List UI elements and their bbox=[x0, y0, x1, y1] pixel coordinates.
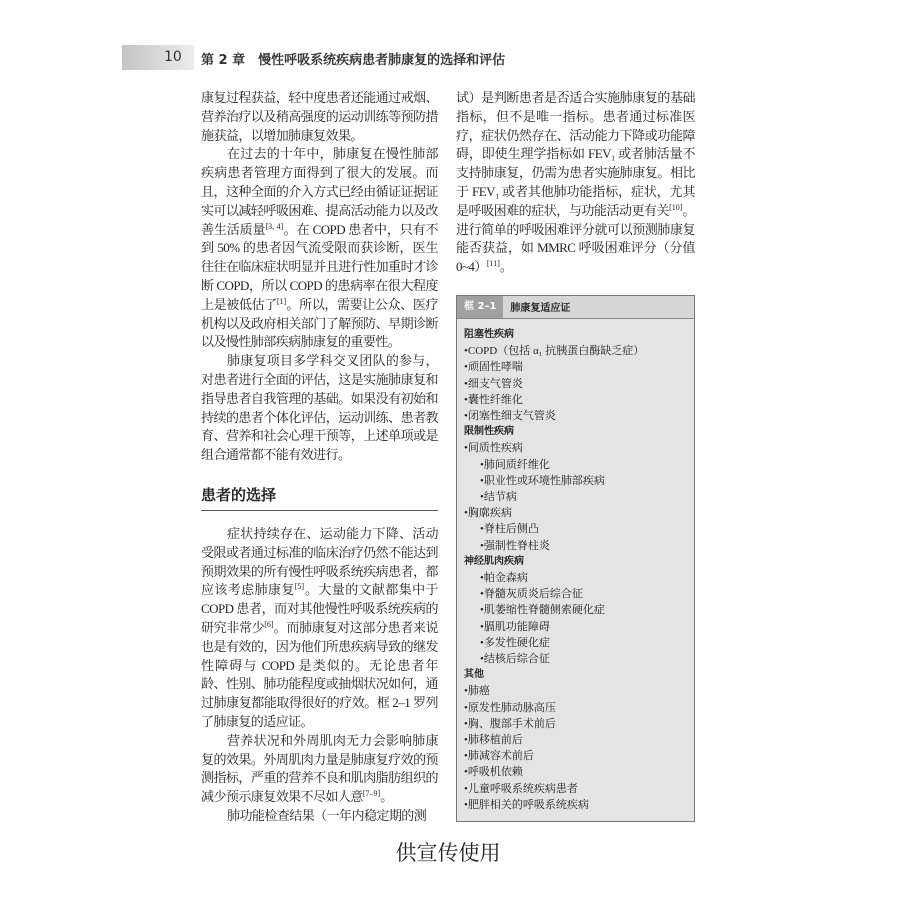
citation: [7–9] bbox=[362, 789, 381, 799]
box-list-item: •呼吸机依赖 bbox=[464, 766, 523, 779]
left-column-bottom bbox=[201, 525, 438, 826]
box-list-item: •膈肌功能障碍 bbox=[480, 620, 550, 633]
right-column bbox=[456, 89, 695, 822]
text-run: 。 bbox=[499, 259, 513, 275]
text-run: 。在 COPD 患者中，只有不到 50% 的患者因气流受限而获诊断，医生往往在临床症状明显并且进行性加重时才诊断 COPD，所以 COPD 的患病率在很大程度上是被低估了 bbox=[201, 221, 438, 312]
section-heading: 患者的选择 bbox=[201, 485, 438, 511]
box-title: 肺康复适应证 bbox=[510, 303, 571, 315]
box-list-item: •胸、腹部手术前后 bbox=[464, 717, 556, 730]
citation: [10] bbox=[669, 202, 683, 212]
box-list-item: •肺移植前后 bbox=[464, 734, 523, 747]
text-run: 。 bbox=[380, 789, 393, 805]
text-run: 肺康复项目多学科交叉团队的参与，对患者进行全面的评估，这是实施肺康复和指导患者自我管理的基础。如果没有初始和持续的患者个体化评估，运动训练、患者教育、营养和社会心理干预等，上述单项或是组合通常都不能有效进行。 bbox=[201, 353, 438, 463]
box-category: 神经肌肉疾病 bbox=[464, 555, 524, 567]
box-list-item: •强制性脊柱炎 bbox=[480, 539, 550, 552]
left-column-top bbox=[201, 89, 438, 465]
box-list-item: •肌萎缩性脊髓侧索硬化症 bbox=[480, 604, 605, 617]
box-list bbox=[457, 319, 694, 813]
text-run: 在过去的十年中，肺康复在慢性肺部疾病患者管理方面得到了很大的发展。而且，这种全面的介入方式已经由循证证据证实可以减轻呼吸困难、提高活动能力以及改善生活质量 bbox=[201, 146, 438, 237]
text-run: 营养状况和外周肌肉无力会影响肺康复的效果。外周肌肉力量是肺康复疗效的预测指标，严重的营养不良和肌肉脂肪组织的减少预示康复效果不尽如人意 bbox=[201, 732, 438, 805]
box-list-item: •原发性肺动脉高压 bbox=[464, 701, 556, 714]
paragraph bbox=[201, 732, 438, 807]
box-list-item: •肥胖相关的呼吸系统疾病 bbox=[464, 798, 589, 811]
box-list-item: •闭塞性细支气管炎 bbox=[464, 409, 556, 422]
box-list-item: •胸廓疾病 bbox=[464, 507, 512, 520]
paragraph bbox=[201, 807, 438, 826]
citation: [11] bbox=[486, 259, 500, 269]
citation: [6] bbox=[264, 619, 274, 629]
page-body bbox=[201, 89, 695, 866]
text-run: 。进行简单的呼吸困难评分就可以预测肺康复能否获益，如 MMRC 呼吸困难评分（分值 0~4） bbox=[456, 202, 696, 275]
citation: [3, 4] bbox=[265, 221, 284, 231]
paragraph bbox=[456, 89, 695, 277]
box-list-item: •囊性纤维化 bbox=[464, 393, 523, 406]
chapter-title: 第 2 章 慢性呼吸系统疾病患者肺康复的选择和评估 bbox=[201, 53, 506, 68]
box-list-item: •顽固性哮喘 bbox=[464, 361, 523, 374]
text-run: 症状持续存在、运动能力下降、活动受限或者通过标准的临床治疗仍然不能达到预期效果的所有慢性呼吸系统疾病患者，都应该考虑肺康复 bbox=[201, 525, 438, 598]
box-list-item: •结节病 bbox=[480, 491, 517, 503]
text-run: 。而肺康复对这部分患者来说也是有效的，因为他们所患疾病导致的继发性障碍与 COPD 是类似的。无论患者年龄、性别、肺功能程度或抽烟状况如何，通过肺康复都能取得很好的疗效。框 2–1 罗列了肺康复的适应证。 bbox=[201, 619, 438, 729]
box-list-item: •脊柱后侧凸 bbox=[480, 523, 539, 536]
box-list-item: •多发性硬化症 bbox=[480, 636, 550, 649]
citation: [5] bbox=[294, 582, 305, 592]
box-category: 其他 bbox=[464, 669, 484, 681]
box-list-item: •职业性或环境性肺部疾病 bbox=[480, 474, 605, 487]
citation: [1] bbox=[276, 296, 287, 306]
header-bar bbox=[122, 45, 194, 70]
box-list-item: •肺减容术前后 bbox=[464, 750, 534, 763]
box-list-item: •肺间质纤维化 bbox=[480, 458, 550, 471]
box-list-item: •细支气管炎 bbox=[464, 377, 523, 390]
text-run: 康复过程获益，轻中度患者还能通过戒烟、营养治疗以及稍高强度的运动训练等预防措施获益，以增加肺康复效果。 bbox=[201, 90, 438, 143]
box-header bbox=[457, 296, 694, 319]
columns bbox=[201, 89, 695, 826]
right-column-text bbox=[456, 89, 695, 277]
paragraph bbox=[201, 145, 438, 352]
paragraph bbox=[201, 89, 438, 145]
watermark-text: 供宣传使用 bbox=[395, 840, 501, 865]
box-list-item: •间质性疾病 bbox=[464, 442, 523, 455]
page-number: 10 bbox=[164, 49, 182, 65]
box-category: 阻塞性疾病 bbox=[464, 328, 514, 340]
paragraph bbox=[201, 525, 438, 732]
box-label: 框 2–1 bbox=[457, 296, 503, 318]
box-list-item: •结核后综合征 bbox=[480, 653, 550, 666]
box-category: 限制性疾病 bbox=[464, 426, 514, 438]
text-run: 肺功能检查结果（一年内稳定期的测 bbox=[227, 807, 427, 823]
box-list-item: •帕金森病 bbox=[480, 572, 528, 585]
paragraph bbox=[201, 352, 438, 465]
box-list-item: •儿童呼吸系统疾病患者 bbox=[464, 782, 578, 795]
text-run: 。所以，需要让公众、医疗机构以及政府相关部门了解预防、早期诊断以及慢性肺部疾病肺康复的重要性。 bbox=[201, 296, 438, 350]
left-column bbox=[201, 89, 438, 826]
indications-box bbox=[456, 295, 695, 822]
text-run: 。大量的文献都集中于 COPD 患者，而对其他慢性呼吸系统疾病的研究非常少 bbox=[201, 582, 438, 635]
box-list-item: •COPD（包括 α₁ 抗胰蛋白酶缺乏症） bbox=[464, 345, 645, 358]
box-list-item: •肺癌 bbox=[464, 685, 490, 698]
box-list-item: •脊髓灰质炎后综合征 bbox=[480, 588, 583, 601]
text-run: 试）是判断患者是否适合实施肺康复的基础指标，但不是唯一指标。患者通过标准医疗，症状仍然存在、活动能力下降或功能障碍，即使生理学指标如 FEV₁ 或者肺活量不支持肺康复，仍需为患者实施肺康复。相比于 FEV₁ 或者其他肺功能指标，症状，尤其是呼吸困难的症状，与功能活动更有关 bbox=[456, 90, 695, 218]
